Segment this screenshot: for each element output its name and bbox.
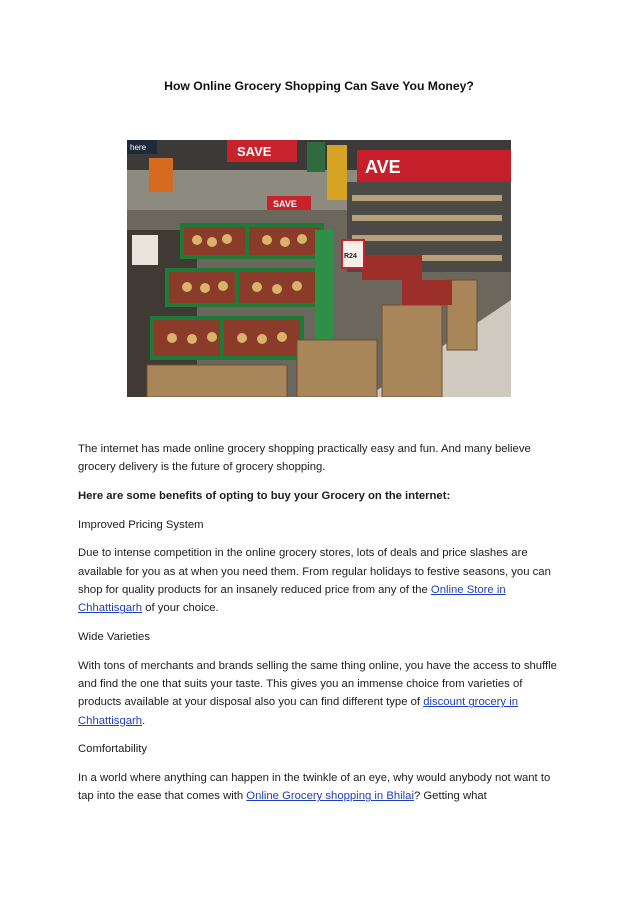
varieties-heading: Wide Varieties [78,631,150,643]
varieties-text-before: With tons of merchants and brands selling the same thing online, you have the access to shuffle and find the one that suits your taste. This gives you an immense choice from varieties of products available at your disposal also you can find different type of [78,659,557,709]
comfort-text-before: In a world where anything can happen in the twinkle of an eye, why would anybody not want to tap into the ease that comes with [78,772,551,803]
sign-ave-right: AVE [365,157,401,177]
sign-save-mid: SAVE [273,199,297,209]
comfort-text-after: ? Getting what [413,790,487,803]
pricing-text-after: of your choice. [142,602,219,615]
comfort-paragraph [78,769,558,806]
article-body [78,440,558,816]
document-title: How Online Grocery Shopping Can Save You Money? [164,79,474,93]
grocery-store-photo [127,140,511,397]
sign-here: here [130,143,147,152]
intro-paragraph: The internet has made online grocery shopping practically easy and fun. And many believe grocery delivery is the future of grocery shopping. [78,443,531,474]
pricing-paragraph [78,544,558,618]
online-grocery-bhilai-link[interactable]: Online Grocery shopping in Bhilai [246,790,414,803]
price-tag-text: R24 [344,253,357,260]
pricing-heading: Improved Pricing System [78,518,204,531]
discount-grocery-link[interactable]: discount grocery in Chhattisgarh [78,696,519,727]
varieties-text-after: . [142,714,146,727]
online-store-link[interactable]: Online Store in Chhattisgarh [78,584,506,615]
comfort-heading: Comfortability [78,743,148,756]
sign-save-top: SAVE [237,144,272,159]
pricing-text-before: Due to intense competition in the online grocery stores, lots of deals and price slashes are available for you as at when you need them. From regular holidays to festive seasons, you can shop for quality products for an insanely reduced price from any of the [78,547,551,596]
benefits-heading: Here are some benefits of opting to buy your Grocery on the internet: [78,490,451,502]
varieties-paragraph [78,657,558,731]
